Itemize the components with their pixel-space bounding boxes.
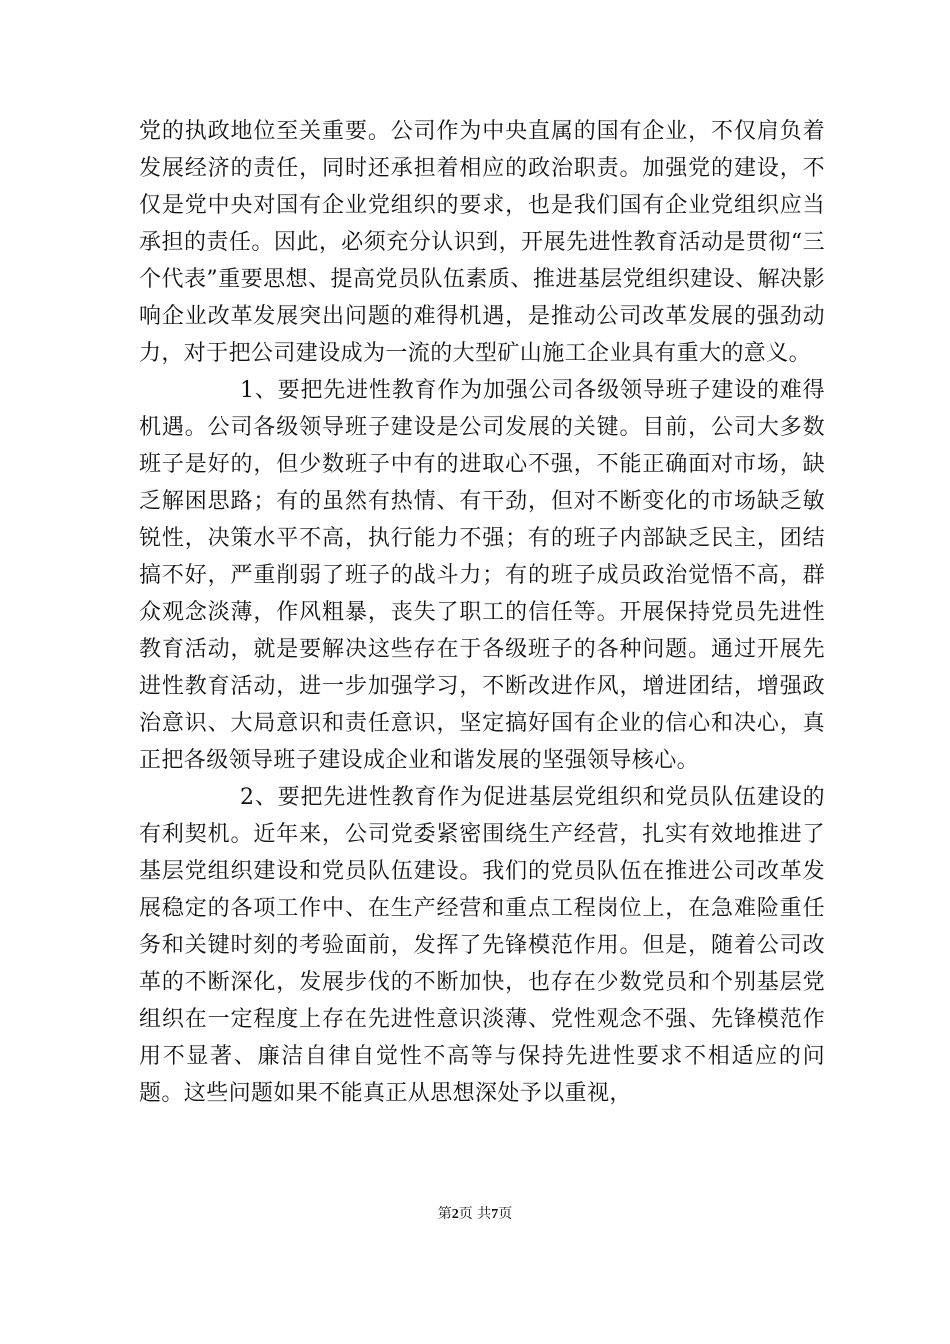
document-body: [139, 113, 825, 1112]
page-footer: [0, 1204, 950, 1225]
page-label-middle: 页 共: [458, 1206, 492, 1222]
page-number-indicator: [438, 1204, 512, 1225]
page-label-prefix: 第: [437, 1206, 452, 1222]
body-paragraph: 党的执政地位至关重要。公司作为中央直属的国有企业，不仅肩负着发展经济的责任，同时还承担着相应的政治职责。加强党的建设，不仅是党中央对国有企业党组织的要求，也是我们国有企业党组织应当承担的责任。因此，必须充分认识到，开展先进性教育活动是贯彻“三个代表”重要思想、提高党员队伍素质、推进基层党组织建设、解决影响企业改革发展突出问题的难得机遇，是推动公司改革发展的强劲动力，对于把公司建设成为一流的大型矿山施工企业具有重大的意义。: [139, 119, 825, 366]
current-page-number: 2: [451, 1207, 459, 1222]
body-paragraph-section-2: 2、要把先进性教育作为促进基层党组织和党员队伍建设的有利契机。近年来，公司党委紧密围绕生产经营，扎实有效地推进了基层党组织建设和党员队伍建设。我们的党员队伍在推进公司改革发展稳定的各项工作中、在生产经营和重点工程岗位上，在急难险重任务和关键时刻的考验面前，发挥了先锋模范作用。但是，随着公司改革的不断深化，发展步伐的不断加快，也存在少数党员和个别基层党组织在一定程度上存在先进性意识淡薄、党性观念不强、先锋模范作用不显著、廉洁自律自觉性不高等与保持先进性要求不相适应的问题。这些问题如果不能真正从思想深处予以重视，: [139, 785, 825, 1106]
page-label-suffix: 页: [498, 1206, 513, 1222]
total-pages-number: 7: [491, 1207, 499, 1222]
body-paragraph-section-1: 1、要把先进性教育作为加强公司各级领导班子建设的难得机遇。公司各级领导班子建设是公司发展的关键。目前，公司大多数班子是好的，但少数班子中有的进取心不强，不能正确面对市场，缺乏解困思路；有的虽然有热情、有干劲，但对不断变化的市场缺乏敏锐性，决策水平不高，执行能力不强；有的班子内部缺乏民主，团结搞不好，严重削弱了班子的战斗力；有的班子成员政治觉悟不高，群众观念淡薄，作风粗暴，丧失了职工的信任等。开展保持党员先进性教育活动，就是要解决这些存在于各级班子的各种问题。通过开展先进性教育活动，进一步加强学习，不断改进作风，增进团结，增强政治意识、大局意识和责任意识，坚定搞好国有企业的信心和决心，真正把各级领导班子建设成企业和谐发展的坚强领导核心。: [139, 378, 825, 773]
